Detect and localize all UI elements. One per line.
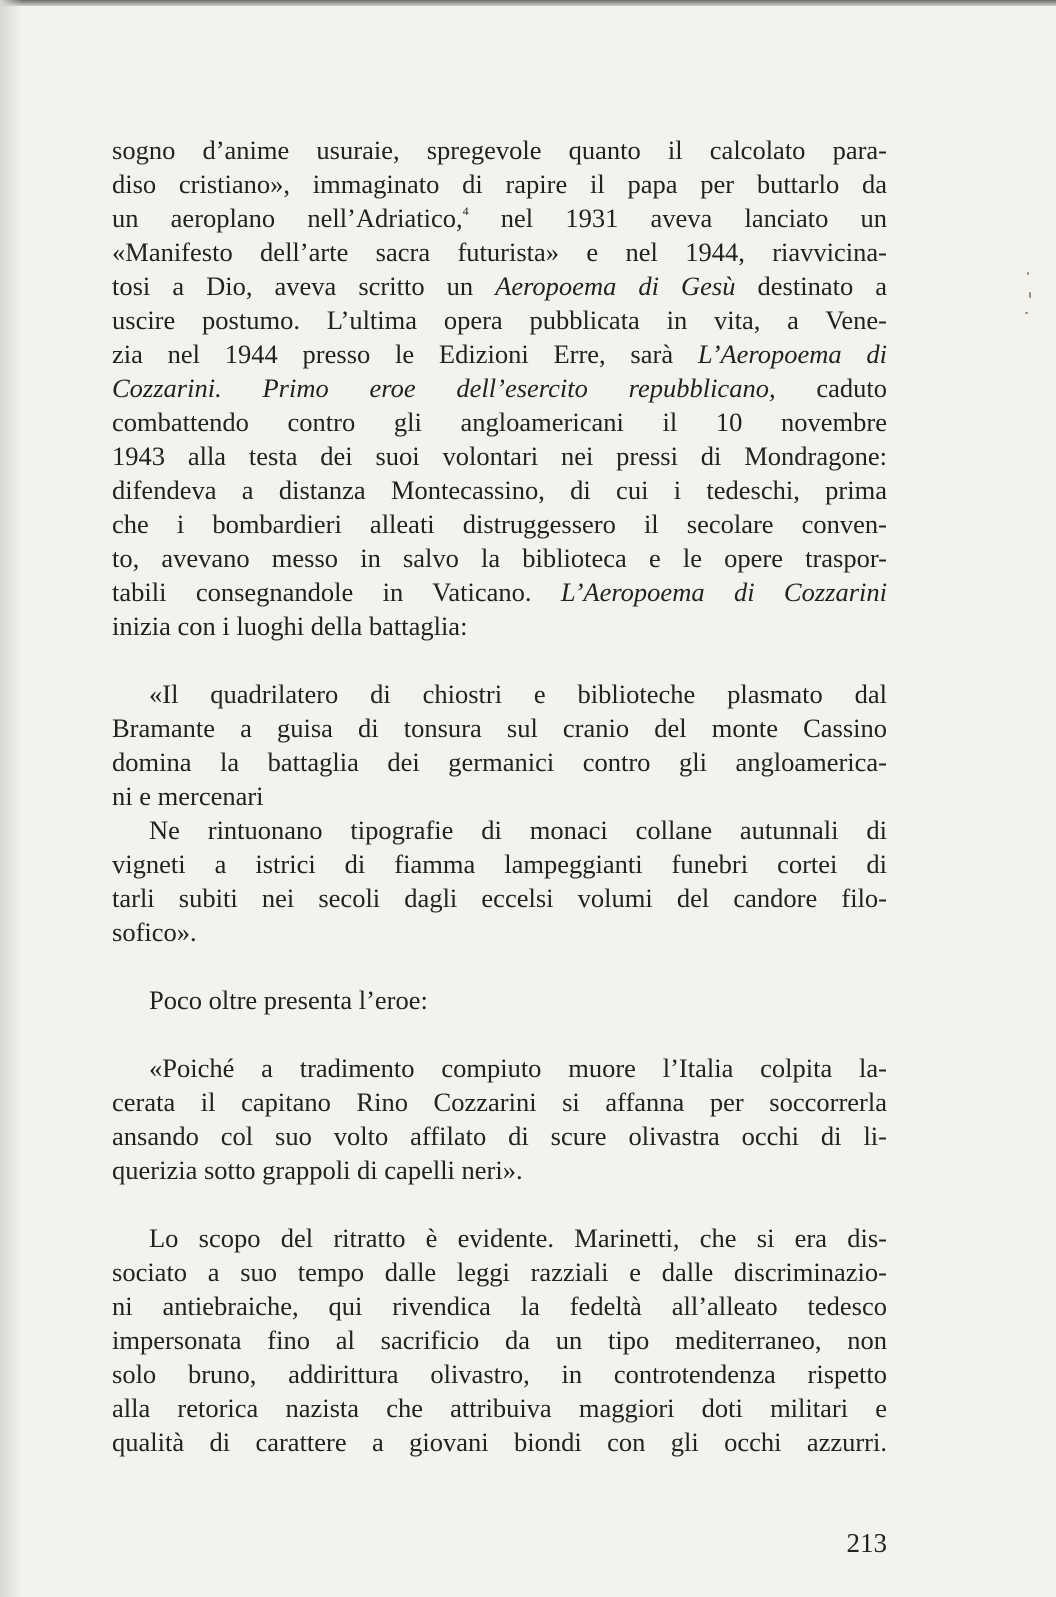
text-line: difendeva a distanza Montecassino, di cui i tedeschi, prima xyxy=(112,475,887,505)
text-line: tosi a Dio, aveva scritto un Aeropoema di Gesù destinato a xyxy=(112,271,887,301)
scan-gutter-shadow xyxy=(0,0,22,1597)
text-line: un aeroplano nell’Adriatico,$^4$ nel 1931 aveva lanciato un xyxy=(112,203,887,233)
text-line: combattendo contro gli angloamericani il 10 novembre xyxy=(112,407,887,437)
page-number: 213 xyxy=(846,1528,887,1558)
quote-line: «Poiché a tradimento compiuto muore l’Italia colpita la- xyxy=(149,1053,887,1083)
text-line: solo bruno, addirittura olivastro, in controtendenza rispetto xyxy=(112,1359,887,1389)
quote-line: tarli subiti nei secoli dagli eccelsi volumi del candore filo- xyxy=(112,883,887,913)
quote-line: querizia sotto grappoli di capelli neri». xyxy=(112,1155,523,1185)
quote-line: cerata il capitano Rino Cozzarini si affanna per soccorrerla xyxy=(112,1087,887,1117)
text-line: to, avevano messo in salvo la biblioteca e le opere traspor- xyxy=(112,543,887,573)
text-line: inizia con i luoghi della battaglia: xyxy=(112,611,468,641)
quote-line: «Il quadrilatero di chiostri e biblioteche plasmato dal xyxy=(149,679,887,709)
text-line: qualità di carattere a giovani biondi con gli occhi azzurri. xyxy=(112,1427,887,1457)
text-line: uscire postumo. L’ultima opera pubblicata in vita, a Vene- xyxy=(112,305,887,335)
text-line: 1943 alla testa dei suoi volontari nei pressi di Mondragone: xyxy=(112,441,887,471)
scan-top-edge xyxy=(0,0,1056,6)
quote-line: ni e mercenari xyxy=(112,781,264,811)
text-line: Poco oltre presenta l’eroe: xyxy=(149,985,428,1015)
quote-line: sofico». xyxy=(112,917,197,947)
text-line: che i bombardieri alleati distruggessero il secolare conven- xyxy=(112,509,887,539)
text-line: Cozzarini. Primo eroe dell’esercito repubblicano, caduto xyxy=(112,373,887,403)
text-line: alla retorica nazista che attribuiva maggiori doti militari e xyxy=(112,1393,887,1423)
quote-line: ansando col suo volto affilato di scure olivastra occhi di li- xyxy=(112,1121,887,1151)
text-line: impersonata fino al sacrificio da un tipo mediterraneo, non xyxy=(112,1325,887,1355)
text-line: zia nel 1944 presso le Edizioni Erre, sarà L’Aeropoema di xyxy=(112,339,887,369)
text-line: Lo scopo del ritratto è evidente. Marinetti, che si era dis- xyxy=(149,1223,887,1253)
quote-line: domina la battaglia dei germanici contro gli angloamerica- xyxy=(112,747,887,777)
quote-line: Bramante a guisa di tonsura sul cranio del monte Cassino xyxy=(112,713,887,743)
text-line: ni antiebraiche, qui rivendica la fedeltà all’alleato tedesco xyxy=(112,1291,887,1321)
text-line: diso cristiano», immaginato di rapire il papa per buttarlo da xyxy=(112,169,887,199)
text-line: «Manifesto dell’arte sacra futurista» e nel 1944, riavvicina- xyxy=(112,237,887,267)
quote-line: vigneti a istrici di fiamma lampeggianti funebri cortei di xyxy=(112,849,887,879)
text-line: tabili consegnandole in Vaticano. L’Aeropoema di Cozzarini xyxy=(112,577,887,607)
text-line: sociato a suo tempo dalle leggi razziali e dalle discriminazio- xyxy=(112,1257,887,1287)
text-line: sogno d’anime usuraie, spregevole quanto il calcolato para- xyxy=(112,135,887,165)
quote-line: Ne rintuonano tipografie di monaci collane autunnali di xyxy=(149,815,887,845)
footnote-ref: 4 xyxy=(462,204,469,218)
margin-specks xyxy=(1024,272,1034,322)
